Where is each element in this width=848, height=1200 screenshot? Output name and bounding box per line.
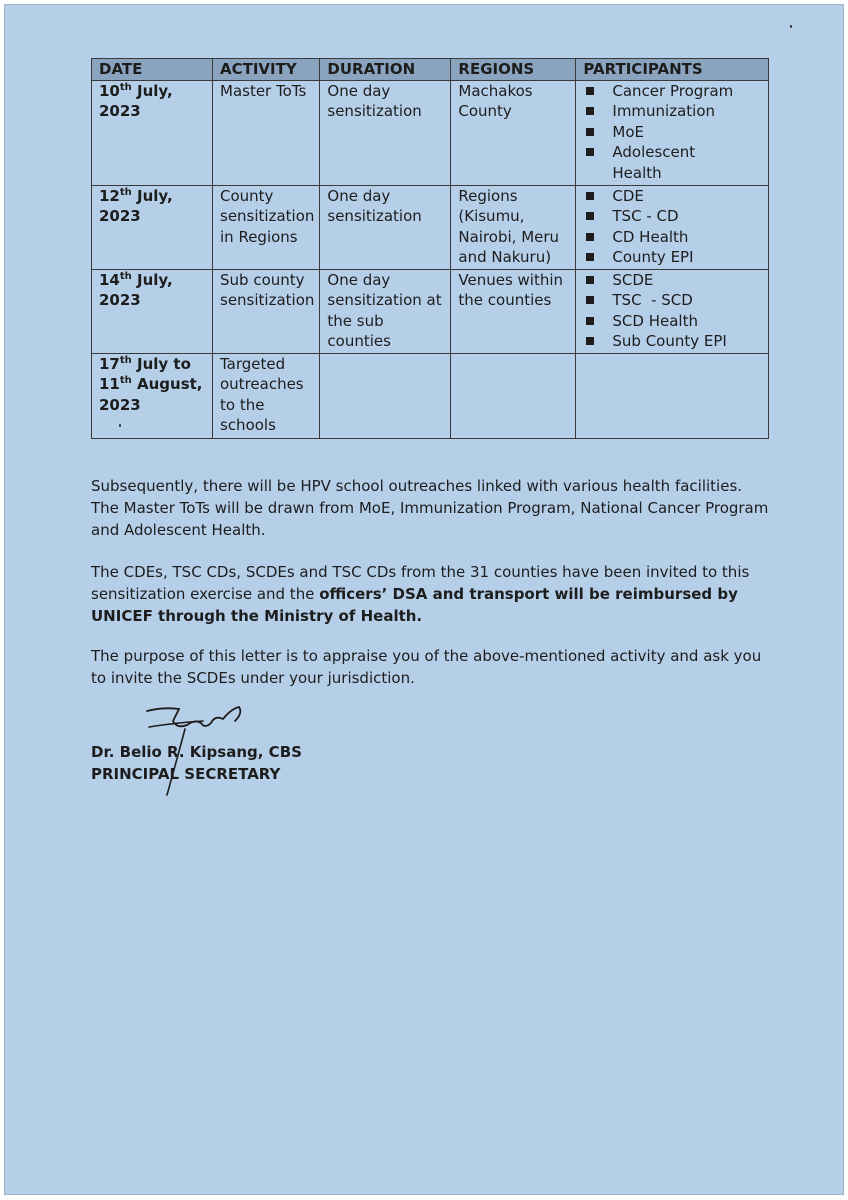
date-day: 17 [99,354,120,373]
date-ordinal: th [119,81,132,93]
duration-cell [320,353,451,438]
participants-list [583,270,763,352]
participant-item: Sub County EPI [583,331,763,352]
date-month: July, [131,81,173,100]
regions-cell [451,185,576,269]
date-month: July, [131,270,173,289]
signature-block [91,741,302,785]
activity-line: schools [220,416,276,434]
date-day: 10 [99,81,120,100]
activity-line: Targeted [220,354,286,373]
regions-line: the counties [458,291,552,309]
regions-line: Venues within [458,270,564,289]
date-cell [92,353,213,438]
participants-cell [576,185,769,269]
table-row [92,80,769,185]
date-ordinal: th [119,270,132,282]
date-ordinal: th [119,375,132,386]
invitation-text: The CDEs, TSC CDs, SCDEs and TSC CDs from the 31 counties have been invited to this sensitization exercise and the [91,563,750,603]
activity-line: Sub county [220,270,305,289]
table-header-row [92,59,769,81]
participants-cell [576,269,769,353]
invitation-emphasis: officers’ DSA and transport will be reimbursed by UNICEF through the Ministry of Health. [91,585,738,625]
letter-page [4,4,844,1195]
duration-line: sensitization [327,102,422,120]
date-cell [92,185,213,269]
participant-item: SCDE [583,270,763,291]
activity-line: to the [220,395,265,414]
date-ordinal: th [119,354,132,366]
table-row [92,353,769,438]
date-cell [92,80,213,185]
header-participants: PARTICIPANTS [576,59,769,81]
participant-item: Cancer Program [583,81,763,102]
regions-line: Nairobi, Meru [458,227,560,246]
date-month: July, [131,186,173,205]
regions-cell [451,269,576,353]
participants-cell [576,353,769,438]
participant-item: Immunization [583,101,763,122]
duration-line: sensitization at [327,291,442,309]
regions-line: County [458,102,512,120]
regions-line: Regions [458,186,518,205]
date-day: 12 [99,186,120,205]
regions-line: and Nakuru) [458,248,552,266]
activity-cell [213,269,320,353]
participant-item: MoE [583,122,763,143]
signatory-name: Dr. Belio R. Kipsang, CBS [91,743,302,761]
activity-cell [213,353,320,438]
activity-line: Master ToTs [220,81,307,100]
activity-cell [213,80,320,185]
duration-cell [320,80,451,185]
date-day: 14 [99,270,120,289]
activity-line: sensitization [220,291,315,309]
date-month: July to [131,354,191,373]
date-cell [92,269,213,353]
activity-line: sensitization [220,207,315,225]
activity-line: in Regions [220,227,298,246]
duration-line: sensitization [327,207,422,225]
header-duration: DURATION [320,59,451,81]
participant-item: Adolescent Health [583,142,712,183]
participant-item: SCD Health [583,311,763,332]
table-row [92,185,769,269]
participant-item: CDE [583,186,763,207]
participant-item: TSC - SCD [583,290,763,311]
paper-speck [119,424,121,427]
activity-line: County [220,186,274,205]
activity-cell [213,185,320,269]
participants-list [583,81,763,184]
date-day: 11 [99,375,120,393]
regions-cell [451,80,576,185]
paper-speck [790,25,792,28]
date-year: 2023 [99,395,141,414]
paragraph-invitation [91,561,771,627]
schedule-table [91,58,769,439]
participant-item: CD Health [583,227,763,248]
regions-line: (Kisumu, [458,207,525,225]
duration-line: counties [327,332,391,350]
duration-line: One day [327,81,391,100]
duration-line: One day [327,186,391,205]
date-ordinal: th [119,186,132,198]
date-year: 2023 [99,102,141,120]
participants-cell [576,80,769,185]
date-year: 2023 [99,207,141,225]
duration-line: One day [327,270,391,289]
paragraph-outreaches: Subsequently, there will be HPV school outreaches linked with various health facilities. The Master ToTs will be drawn from MoE, Immunization Program, National Cancer Program and Adolescent Health. [91,477,769,539]
date-year: 2023 [99,291,141,309]
participants-list [583,186,763,268]
participant-item: TSC - CD [583,206,763,227]
duration-cell [320,269,451,353]
duration-line: the sub [327,311,384,330]
activity-line: outreaches [220,375,304,393]
header-activity: ACTIVITY [213,59,320,81]
table-row [92,269,769,353]
header-regions: REGIONS [451,59,576,81]
paragraph-purpose: The purpose of this letter is to appraise you of the above-mentioned activity and ask you to invite the SCDEs under your jurisdiction. [91,647,762,687]
date-month: August, [131,375,203,393]
signatory-title: PRINCIPAL SECRETARY [91,765,281,783]
duration-cell [320,185,451,269]
regions-line: Machakos [458,81,533,100]
regions-cell [451,353,576,438]
participant-item: County EPI [583,247,763,268]
header-date: DATE [92,59,213,81]
